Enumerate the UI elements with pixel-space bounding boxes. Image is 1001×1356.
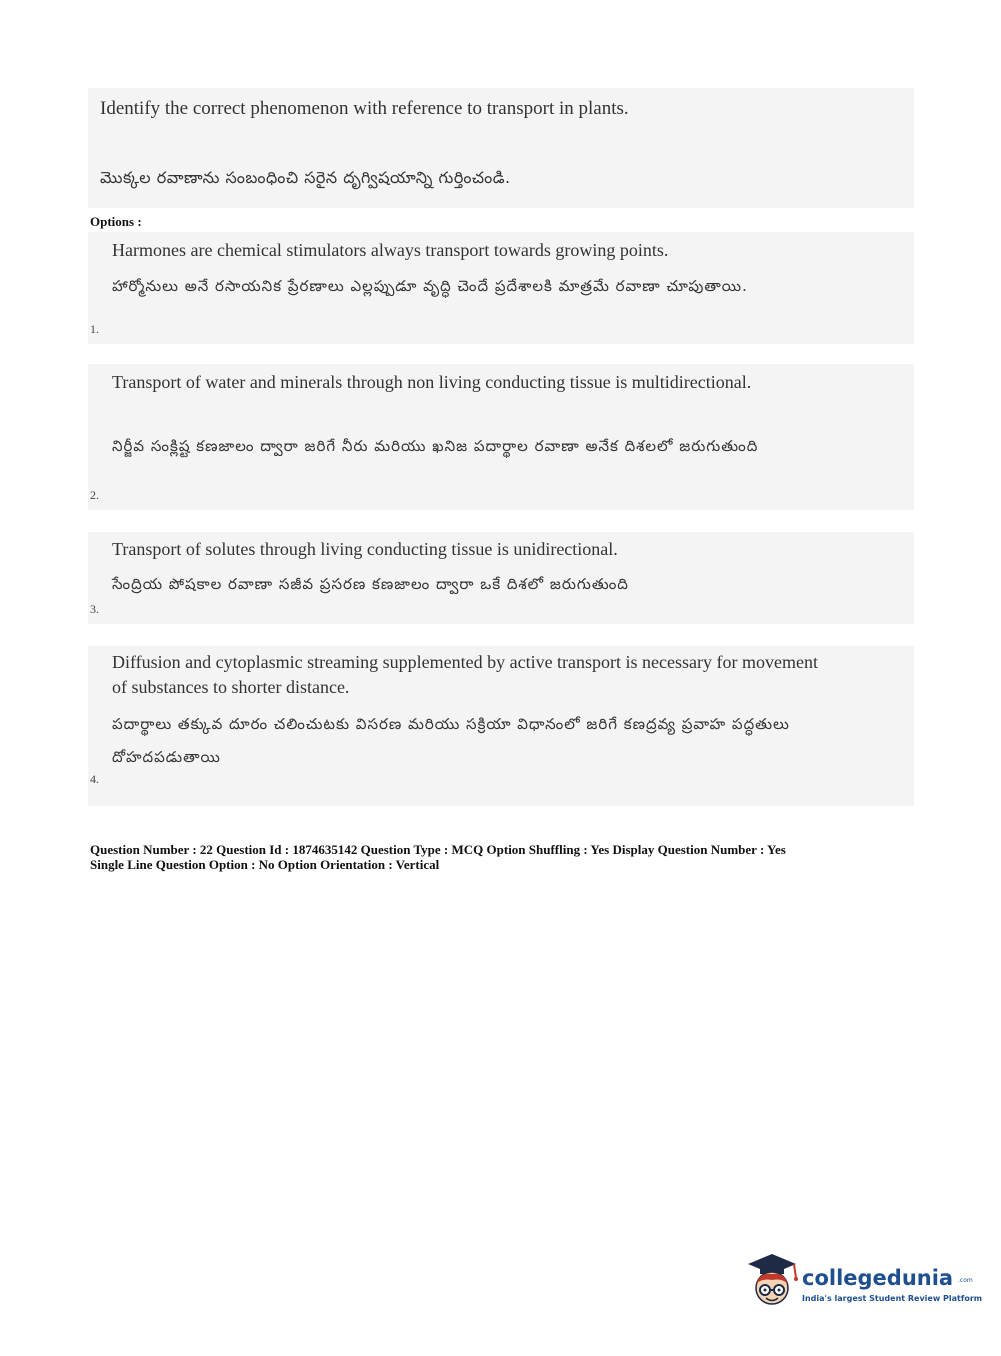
option-4-english: Diffusion and cytoplasmic streaming supplemented by active transport is necessary for movement of substances to shorter distance. — [112, 652, 818, 697]
logo-suffix: .com — [958, 1277, 973, 1284]
logo-tagline: India's largest Student Review Platform — [802, 1294, 983, 1303]
question-metadata — [90, 842, 786, 872]
option-2-number: 2. — [90, 488, 99, 502]
option-1-telugu: హార్మోనులు అనే రసాయనిక ప్రేరణాలు ఎల్లప్పుడూ వృద్ధి చెందే ప్రదేశాలకి మాత్రమే రవాణా చూపుతాయి. — [112, 277, 748, 295]
option-1-number: 1. — [90, 322, 99, 336]
option-4-telugu: పదార్థాలు తక్కువ దూరం చలించుటకు విసరణ మరియు సక్రియా విధానంలో జరిగే కణద్రవ్య ప్రవాహ పద్ధతులు దోహదపడుతాయి — [112, 715, 790, 766]
option-2-telugu: నిర్జీవ సంక్లిష్ట కణజాలం ద్వారా జరిగే నీరు మరియు ఖనిజ పదార్థాల రవాణా అనేక దిశలలో జరుగుతుంది — [112, 437, 759, 455]
option-1-english: Harmones are chemical stimulators always transport towards growing points. — [112, 240, 669, 260]
option-2-english: Transport of water and minerals through non living conducting tissue is multidirectional. — [112, 372, 752, 392]
collegedunia-logo — [742, 1250, 983, 1320]
question-telugu: మొక్కల రవాణాను సంబంధించి సరైన దృగ్విషయాన్ని గుర్తించండి. — [100, 168, 511, 187]
option-4[interactable] — [88, 646, 914, 806]
option-2[interactable] — [88, 364, 914, 510]
options-label: Options : — [90, 214, 142, 229]
logo-wordmark: collegedunia — [802, 1266, 954, 1290]
option-3[interactable] — [88, 532, 914, 624]
question-english: Identify the correct phenomenon with reference to transport in plants. — [100, 98, 629, 119]
option-3-english: Transport of solutes through living conducting tissue is unidirectional. — [112, 539, 618, 559]
metadata-line-1: Question Number : 22 Question Id : 1874635142 Question Type : MCQ Option Shuffling : Yes Display Question Number : Yes — [90, 842, 786, 857]
option-4-number: 4. — [90, 772, 99, 786]
option-3-telugu: సేంద్రియ పోషకాల రవాణా సజీవ ప్రసరణ కణజాలం ద్వారా ఒకే దిశలో జరుగుతుంది — [112, 575, 629, 593]
student-mascot-icon — [742, 1250, 800, 1312]
question-block — [88, 88, 914, 208]
option-1[interactable] — [88, 232, 914, 344]
metadata-line-2: Single Line Question Option : No Option Orientation : Vertical — [90, 857, 440, 872]
option-3-number: 3. — [90, 602, 99, 616]
